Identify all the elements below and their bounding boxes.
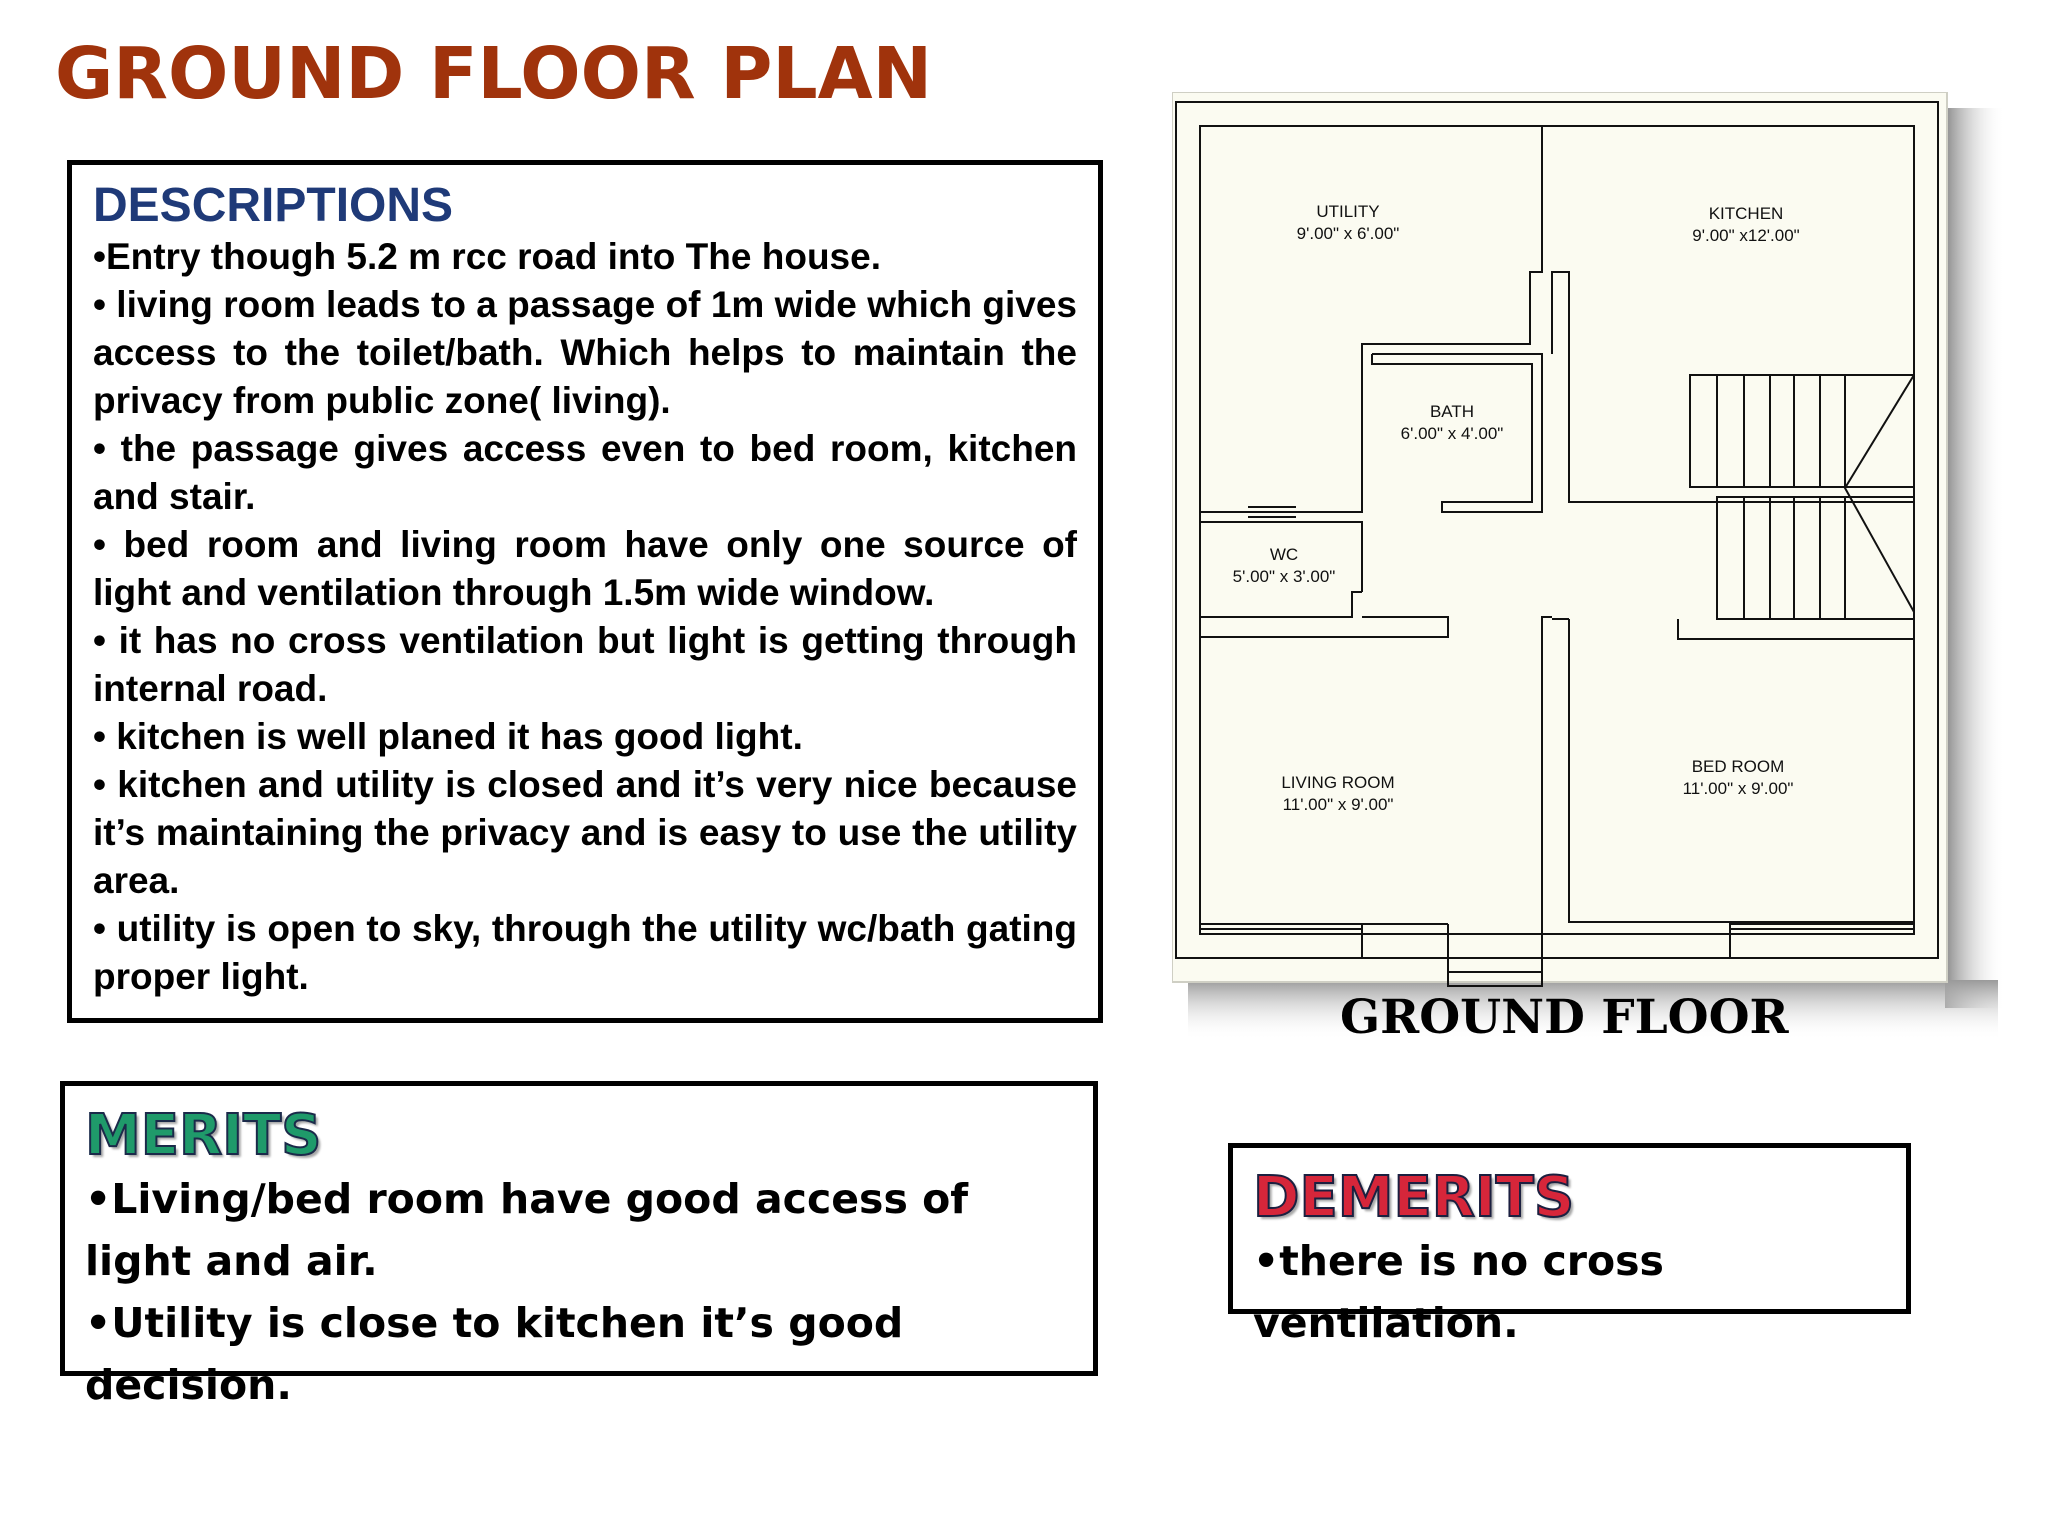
plan-caption: GROUND FLOOR [1340, 990, 1789, 1045]
room-living-size: 11'.00" x 9'.00" [1282, 795, 1394, 814]
room-wc-size: 5'.00" x 3'.00" [1232, 567, 1336, 586]
description-line: • living room leads to a passage of 1m wide which gives access to the toilet/bath. Which helps to maintain the privacy from public zone( living). [93, 284, 1077, 421]
descriptions-heading: DESCRIPTIONS [93, 179, 454, 232]
merit-line: •Utility is close to kitchen it’s good decision. [85, 1299, 904, 1409]
description-line: • the passage gives access even to bed room, kitchen and stair. [93, 428, 1077, 517]
floor-plan-figure [1172, 92, 2022, 1052]
demerits-panel [1228, 1143, 1911, 1347]
description-line: • it has no cross ventilation but light is getting through internal road. [93, 620, 1077, 709]
room-bed-name: BED ROOM [1691, 757, 1785, 776]
description-line: • kitchen is well planed it has good light. [93, 716, 803, 757]
plan-paper [1172, 92, 1947, 982]
room-kitchen-name: KITCHEN [1708, 204, 1784, 223]
room-living-name: LIVING ROOM [1281, 773, 1395, 792]
page-title: GROUND FLOOR PLAN [55, 32, 932, 115]
room-bed-size: 11'.00" x 9'.00" [1682, 779, 1794, 798]
room-bath-size: 6'.00" x 4'.00" [1400, 424, 1504, 443]
floor-plan-drawing [1172, 92, 2022, 1052]
shadow-right [1945, 108, 2005, 1008]
room-kitchen-size: 9'.00" x12'.00" [1692, 226, 1800, 245]
descriptions-panel [67, 160, 1103, 1023]
merits-heading: MERITS [85, 1103, 322, 1168]
room-utility-name: UTILITY [1316, 202, 1380, 221]
merit-line: •Living/bed room have good access of light and air. [85, 1175, 969, 1285]
description-line: •Entry though 5.2 m rcc road into The house. [93, 236, 881, 277]
merits-panel [60, 1081, 1098, 1409]
description-line: • kitchen and utility is closed and it’s very nice because it’s maintaining the privacy and is easy to use the utility area. [93, 764, 1077, 901]
room-wc-name: WC [1269, 545, 1299, 564]
room-utility-size: 9'.00" x 6'.00" [1296, 224, 1400, 243]
demerits-heading: DEMERITS [1253, 1165, 1575, 1230]
description-line: • bed room and living room have only one source of light and ventilation through 1.5m wide window. [93, 524, 1077, 613]
description-line: • utility is open to sky, through the utility wc/bath gating proper light. [93, 908, 1077, 997]
demerit-line: •there is no cross ventilation. [1253, 1237, 1664, 1347]
room-bath-name: BATH [1429, 402, 1475, 421]
